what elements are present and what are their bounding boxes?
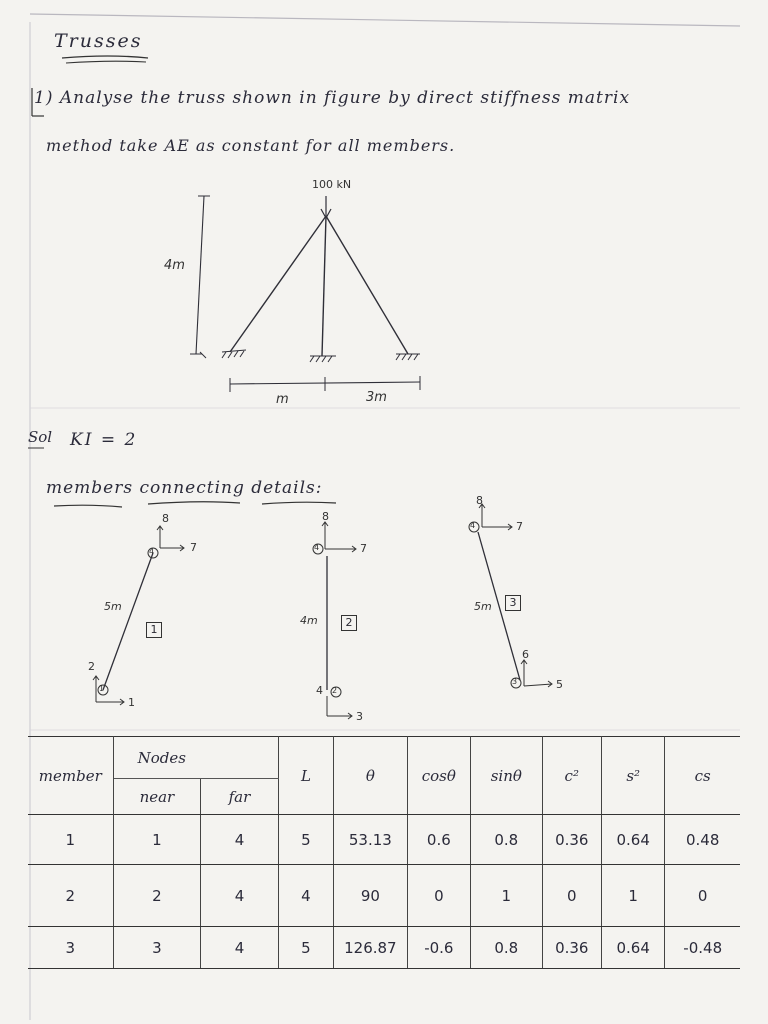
span-right-label: 3m — [366, 390, 387, 405]
cell-cos: 0.6 — [407, 815, 470, 865]
cell-length: 4 — [278, 865, 333, 927]
cell-theta: 90 — [334, 865, 408, 927]
cell-sin: 0.8 — [471, 815, 543, 865]
table-header-row — [28, 737, 740, 779]
cell-theta: 126.87 — [334, 927, 408, 969]
problem-statement-line1: 1) Analyse the truss shown in figure by direct stiffness matrix — [34, 88, 631, 108]
cell-member: 2 — [28, 865, 113, 927]
cell-member: 1 — [28, 815, 113, 865]
span-left-label: m — [276, 392, 289, 407]
header-member: member — [28, 737, 113, 815]
member2-length: 4m — [300, 614, 318, 627]
header-near: near — [113, 779, 201, 815]
member3-near-node: 3 — [512, 677, 518, 686]
member2-dof-y-far: 8 — [322, 510, 329, 523]
member3-number-box: 3 — [505, 595, 521, 611]
header-nodes: Nodes — [113, 737, 278, 779]
cell-length: 5 — [278, 927, 333, 969]
member1-dof-x-far: 7 — [190, 541, 197, 554]
header-cos: cosθ — [407, 737, 470, 815]
cell-cs: 0 — [665, 865, 740, 927]
section-heading: members connecting details: — [46, 478, 323, 498]
cell-member: 3 — [28, 927, 113, 969]
header-cs: cs — [665, 737, 740, 815]
cell-far: 4 — [201, 927, 279, 969]
kinematic-indeterminacy: KI = 2 — [70, 430, 138, 450]
table-row — [28, 927, 740, 969]
member3-dof-x-near: 5 — [556, 678, 563, 691]
cell-sin: 0.8 — [471, 927, 543, 969]
member1-number-box: 1 — [146, 622, 162, 638]
cell-c2: 0.36 — [542, 815, 601, 865]
member3-far-node: 4 — [470, 521, 476, 530]
member2-number-box: 2 — [341, 615, 357, 631]
member2-dof-x-far: 7 — [360, 542, 367, 555]
member1-dof-y-far: 8 — [162, 512, 169, 525]
header-s2: s² — [601, 737, 664, 815]
member3-dof-y-far: 8 — [476, 494, 483, 507]
member3-length: 5m — [474, 600, 492, 613]
cell-length: 5 — [278, 815, 333, 865]
header-length: L — [278, 737, 333, 815]
cell-c2: 0 — [542, 865, 601, 927]
header-c2: c² — [542, 737, 601, 815]
cell-near: 1 — [113, 815, 201, 865]
cell-theta: 53.13 — [334, 815, 408, 865]
cell-s2: 0.64 — [601, 815, 664, 865]
member1-dof-x-near: 1 — [128, 696, 135, 709]
cell-near: 3 — [113, 927, 201, 969]
member1-far-node: 4 — [149, 547, 155, 556]
member3-dof-y-near: 6 — [522, 648, 529, 661]
cell-near: 2 — [113, 865, 201, 927]
cell-cos: 0 — [407, 865, 470, 927]
load-label: 100 kN — [312, 178, 352, 191]
member1-length: 5m — [104, 600, 122, 613]
header-far: far — [201, 779, 279, 815]
table-row — [28, 865, 740, 927]
cell-s2: 0.64 — [601, 927, 664, 969]
member3-dof-x-far: 7 — [516, 520, 523, 533]
header-sin: sinθ — [471, 737, 543, 815]
cell-far: 4 — [201, 865, 279, 927]
cell-sin: 1 — [471, 865, 543, 927]
member-properties-table — [28, 736, 740, 969]
height-label: 4m — [164, 258, 185, 273]
member2-dof-y-near: 4 — [316, 684, 323, 697]
member1-near-node: 1 — [99, 684, 105, 693]
cell-cs: -0.48 — [665, 927, 740, 969]
member1-dof-y-near: 2 — [88, 660, 95, 673]
cell-s2: 1 — [601, 865, 664, 927]
cell-far: 4 — [201, 815, 279, 865]
problem-statement-line2: method take AE as constant for all members. — [46, 136, 456, 155]
page-title: Trusses — [54, 30, 143, 52]
table-row — [28, 815, 740, 865]
member2-near-node: 2 — [332, 686, 338, 695]
cell-c2: 0.36 — [542, 927, 601, 969]
header-theta: θ — [334, 737, 408, 815]
member2-far-node: 4 — [314, 543, 320, 552]
member2-dof-x-near: 3 — [356, 710, 363, 723]
cell-cs: 0.48 — [665, 815, 740, 865]
solution-label: Sol — [28, 428, 53, 446]
cell-cos: -0.6 — [407, 927, 470, 969]
